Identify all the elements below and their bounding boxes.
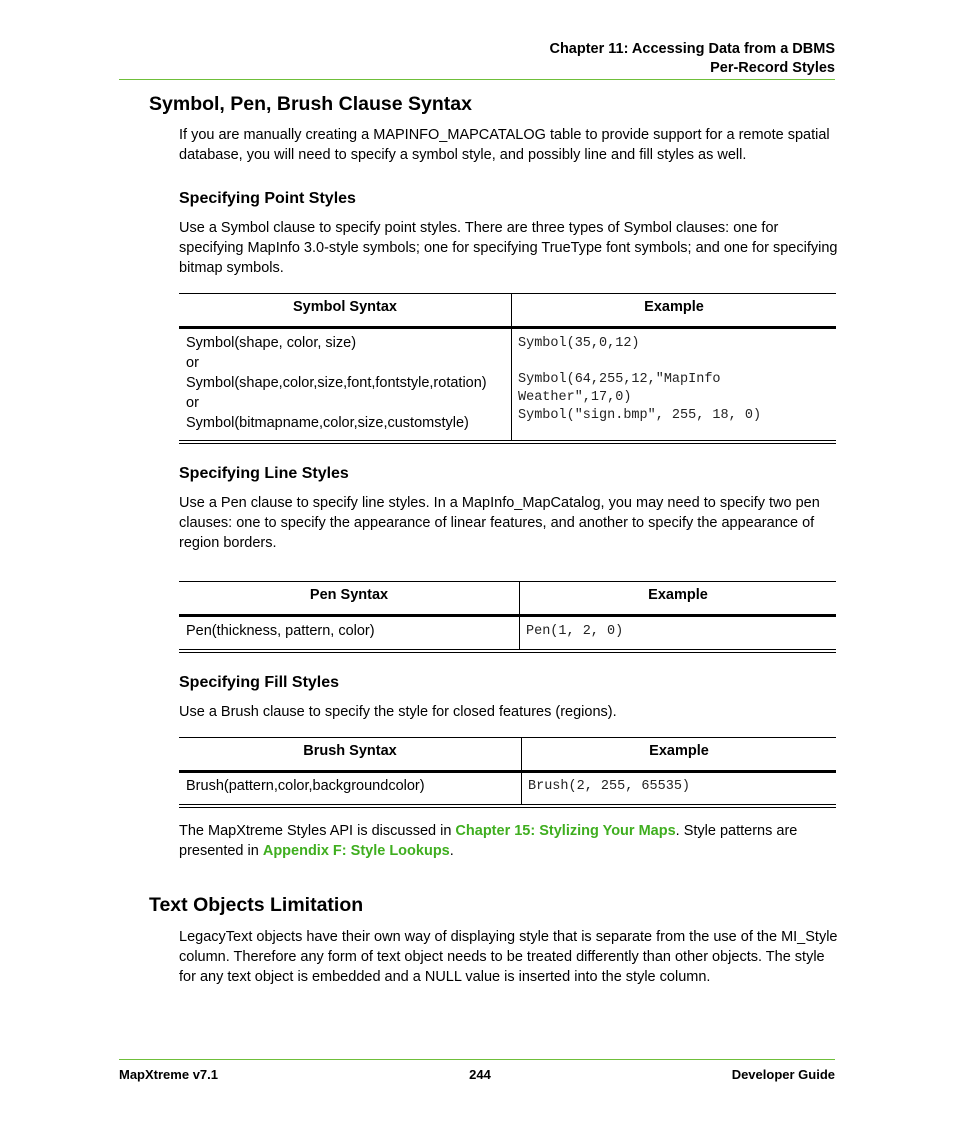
brush-syntax-table — [179, 737, 836, 811]
symbol-example-3: Symbol("sign.bmp", 255, 18, 0) — [518, 408, 762, 423]
heading-point-styles: Specifying Point Styles — [179, 190, 356, 207]
table-top-rule — [179, 293, 836, 294]
heading-line-styles: Specifying Line Styles — [179, 465, 349, 482]
footer-rule — [119, 1059, 835, 1060]
fill-styles-text: Use a Brush clause to specify the style for closed features (regions). — [179, 704, 617, 720]
table-column-divider — [511, 293, 512, 440]
point-styles-text: Use a Symbol clause to specify point styles. There are three types of Symbol clauses: one for specifying MapInfo 3.0-style symbols; one for specifying TrueType font symbols; and one for specifying bitmap symbols. — [179, 220, 838, 276]
closing-text: . Style patterns are presented in — [179, 823, 798, 859]
pen-example: Pen(1, 2, 0) — [526, 624, 624, 639]
link-chapter-15[interactable]: Chapter 15: Stylizing Your Maps — [455, 823, 676, 839]
brush-syntax-header: Brush Syntax — [303, 743, 397, 759]
syntax-line: Symbol(shape,color,size,font,fontstyle,rotation) — [186, 375, 487, 391]
line-styles-text: Use a Pen clause to specify line styles. In a MapInfo_MapCatalog, you may need to specify two pen clauses: one to specify the appearance of linear features, and another to specify the appearance of region borders. — [179, 495, 820, 551]
table-bottom-rule — [179, 804, 836, 805]
table-bottom-rule — [179, 440, 836, 441]
pen-syntax-header: Pen Syntax — [309, 587, 389, 603]
example-header: Example — [644, 299, 704, 315]
syntax-line: Symbol(bitmapname,color,size,customstyle) — [186, 415, 469, 431]
header-section: Per-Record Styles — [710, 60, 835, 76]
syntax-line: Symbol(shape, color, size) — [186, 335, 357, 351]
brush-syntax-cell: Brush(pattern,color,backgroundcolor) — [186, 778, 425, 794]
closing-text: The MapXtreme Styles API is discussed in — [179, 823, 456, 839]
footer-guide: Developer Guide — [731, 1067, 835, 1082]
table-header-rule — [179, 770, 836, 773]
syntax-line: or — [186, 395, 199, 411]
example-header: Example — [648, 587, 708, 603]
table-header-rule — [179, 614, 836, 617]
section1-intro: If you are manually creating a MAPINFO_MAPCATALOG table to provide support for a remote spatial database, you will need to specify a symbol style, and possibly line and fill styles as well. — [179, 127, 830, 163]
pen-syntax-table — [179, 581, 836, 655]
section-title-symbol-pen-brush: Symbol, Pen, Brush Clause Syntax — [149, 93, 472, 115]
symbol-syntax-header: Symbol Syntax — [293, 299, 397, 315]
heading-fill-styles: Specifying Fill Styles — [179, 674, 340, 691]
table-bottom-rule — [179, 443, 836, 444]
link-appendix-f[interactable]: Appendix F: Style Lookups — [262, 843, 450, 859]
pen-syntax-cell: Pen(thickness, pattern, color) — [186, 623, 375, 639]
symbol-syntax-cell — [186, 333, 487, 433]
text-objects-paragraph: LegacyText objects have their own way of displaying style that is separate from the use of the MI_Style column. Therefore any form of text object needs to be treated differently than other objects. The style for any text object is embedded and a NULL value is inserted into the style column. — [179, 929, 838, 985]
table-top-rule — [179, 737, 836, 738]
example-header: Example — [649, 743, 709, 759]
table-header-rule — [179, 326, 836, 329]
section-title-text-objects: Text Objects Limitation — [149, 894, 364, 916]
table-top-rule — [179, 581, 836, 582]
table-bottom-rule — [179, 652, 836, 653]
closing-text: . — [449, 843, 454, 859]
brush-example: Brush(2, 255, 65535) — [528, 779, 691, 794]
syntax-line: or — [186, 355, 199, 371]
symbol-example-2: Symbol(64,255,12,"MapInfo Weather",17,0) — [518, 372, 721, 405]
header-rule — [119, 79, 835, 80]
symbol-example-1: Symbol(35,0,12) — [518, 336, 640, 351]
table-bottom-rule — [179, 649, 836, 650]
running-header — [549, 40, 835, 78]
table-bottom-rule — [179, 807, 836, 808]
footer-product: MapXtreme v7.1 — [119, 1067, 218, 1082]
styles-api-paragraph — [179, 821, 839, 861]
footer-page-number: 244 — [469, 1067, 491, 1082]
header-chapter: Chapter 11: Accessing Data from a DBMS — [549, 41, 835, 57]
symbol-syntax-table — [179, 293, 836, 445]
